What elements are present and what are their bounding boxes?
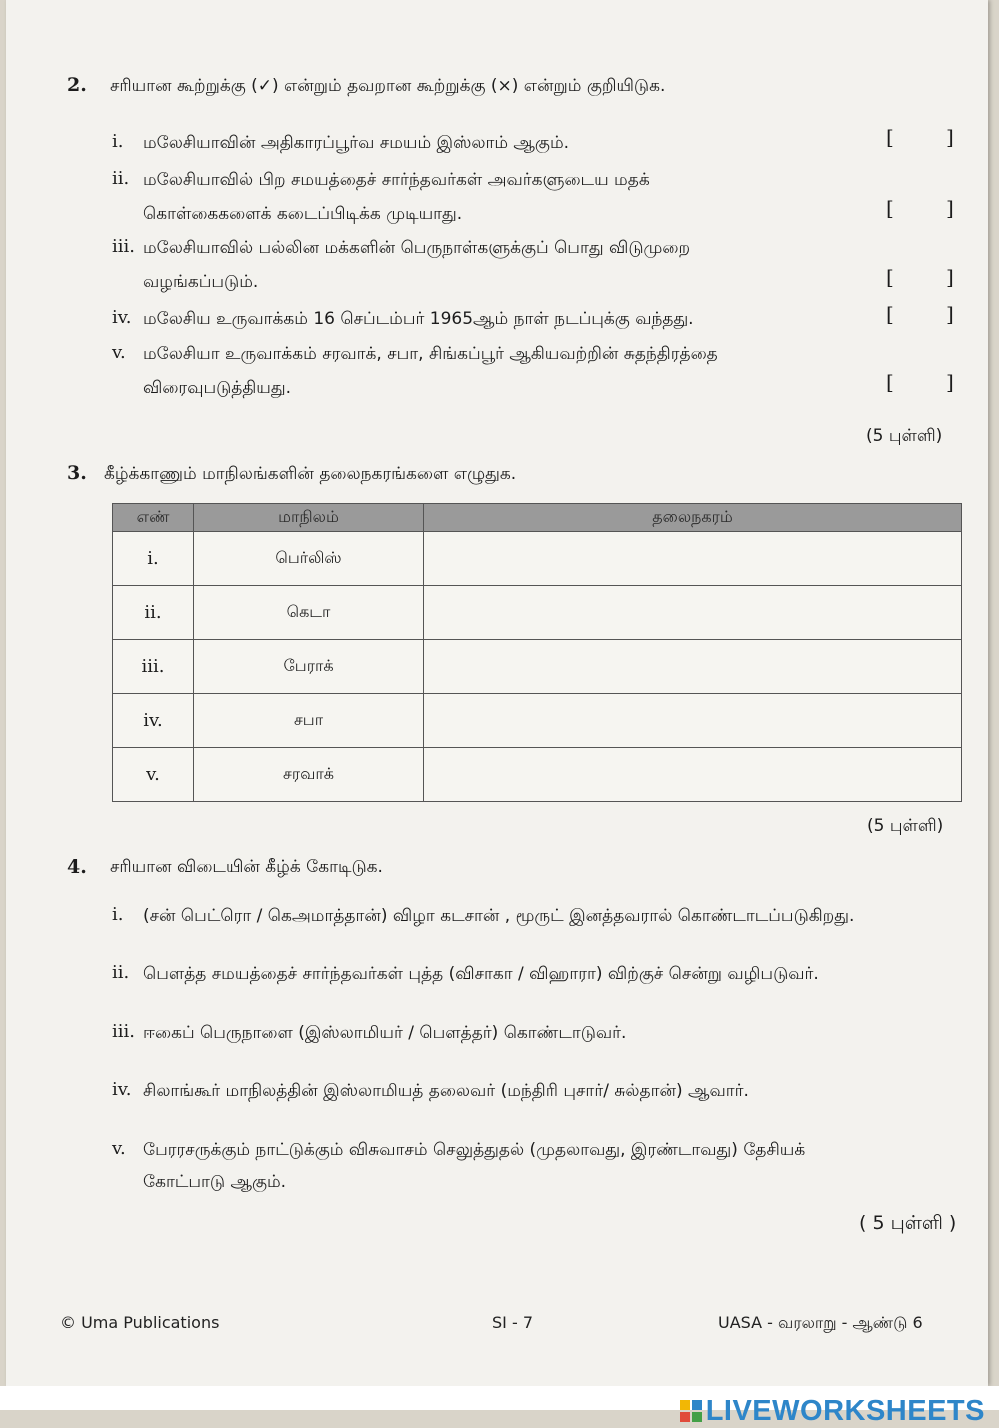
state-name: பெர்லிஸ் — [194, 532, 424, 586]
footer-page-number: SI - 7 — [492, 1313, 533, 1332]
table-row — [113, 586, 962, 640]
q2-item-1-number: i. — [112, 131, 124, 152]
q4-item-5-text-line2[interactable]: கோட்பாடு ஆகும். — [143, 1172, 287, 1192]
q2-item-5-answer-close: ] — [946, 370, 954, 394]
table-row — [113, 532, 962, 586]
q2-item-4-answer-close: ] — [946, 302, 954, 326]
row-number: iv. — [113, 694, 194, 748]
header-state: மாநிலம் — [194, 504, 424, 532]
q2-item-5-number: v. — [112, 342, 126, 363]
q3-marks: (5 புள்ளி) — [867, 816, 944, 836]
header-capital: தலைநகரம் — [424, 504, 962, 532]
q2-item-4-number: iv. — [112, 307, 132, 328]
q4-item-2-text[interactable]: பௌத்த சமயத்தைச் சார்ந்தவர்கள் புத்த (விசாகா / விஹாரா) விற்குச் சென்று வழிபடுவர். — [143, 964, 819, 984]
q2-number: 2. — [67, 74, 87, 96]
q4-item-1-number: i. — [112, 904, 124, 925]
capital-answer-field[interactable] — [424, 748, 962, 802]
q4-item-2-number: ii. — [112, 962, 130, 983]
q4-instruction: சரியான விடையின் கீழ்க் கோடிடுக. — [110, 857, 383, 877]
q2-item-5-text-line1: மலேசியா உருவாக்கம் சரவாக், சபா, சிங்கப்பூர் ஆகியவற்றின் சுதந்திரத்தை — [143, 344, 718, 364]
table-header-row — [113, 504, 962, 532]
q2-item-2-answer-close: ] — [946, 196, 954, 220]
q4-item-4-number: iv. — [112, 1079, 132, 1100]
q4-item-1-text[interactable]: (சன் பெட்ரொ / கெஅமாத்தான்) விழா கடசான் , மூருட் இனத்தவரால் கொண்டாடப்படுகிறது. — [143, 906, 855, 926]
row-number: ii. — [113, 586, 194, 640]
worksheet-page — [6, 0, 988, 1386]
q4-item-5-number: v. — [112, 1138, 126, 1159]
q2-item-4-answer-open[interactable]: [ — [886, 302, 894, 326]
state-name: சபா — [194, 694, 424, 748]
q3-number: 3. — [67, 462, 87, 484]
liveworksheets-logo — [680, 1395, 985, 1428]
q2-instruction: சரியான கூற்றுக்கு (✓) என்றும் தவறான கூற்றுக்கு (×) என்றும் குறியிடுக. — [110, 76, 666, 96]
q2-item-4-text: மலேசிய உருவாக்கம் 16 செப்டம்பர் 1965ஆம் நாள் நடப்புக்கு வந்தது. — [143, 309, 694, 329]
q3-instruction: கீழ்க்காணும் மாநிலங்களின் தலைநகரங்களை எழுதுக. — [104, 464, 517, 484]
table-row — [113, 640, 962, 694]
q4-item-3-text[interactable]: ஈகைப் பெருநாளை (இஸ்லாமியர் / பௌத்தர்) கொண்டாடுவர். — [143, 1023, 627, 1043]
row-number: v. — [113, 748, 194, 802]
q2-item-1-answer-open[interactable]: [ — [886, 125, 894, 149]
state-name: கெடா — [194, 586, 424, 640]
q2-item-2-number: ii. — [112, 168, 130, 189]
q2-item-5-text-line2: விரைவுபடுத்தியது. — [143, 378, 292, 398]
q4-item-5-text-line1[interactable]: பேரரசருக்கும் நாட்டுக்கும் விசுவாசம் செலுத்துதல் (முதலாவது, இரண்டாவது) தேசியக் — [143, 1140, 806, 1160]
q4-number: 4. — [67, 856, 87, 878]
footer-series: UASA - வரலாறு - ஆண்டு 6 — [718, 1313, 923, 1332]
capital-answer-field[interactable] — [424, 640, 962, 694]
q2-item-3-answer-close: ] — [946, 265, 954, 289]
capital-answer-field[interactable] — [424, 532, 962, 586]
row-number: i. — [113, 532, 194, 586]
state-name: பேராக் — [194, 640, 424, 694]
q2-item-5-answer-open[interactable]: [ — [886, 370, 894, 394]
q2-item-3-answer-open[interactable]: [ — [886, 265, 894, 289]
q2-item-1-text: மலேசியாவின் அதிகாரப்பூர்வ சமயம் இஸ்லாம் ஆகும். — [143, 133, 570, 153]
header-number: எண் — [113, 504, 194, 532]
q2-item-3-text-line2: வழங்கப்படும். — [143, 272, 259, 292]
state-name: சரவாக் — [194, 748, 424, 802]
liveworksheets-logo-text: LIVEWORKSHEETS — [705, 1395, 985, 1427]
q2-marks: (5 புள்ளி) — [866, 426, 943, 446]
q2-item-1-answer-close: ] — [946, 125, 954, 149]
capitals-table — [112, 503, 962, 802]
q2-item-2-text-line1: மலேசியாவில் பிற சமயத்தைச் சார்ந்தவர்கள் அவர்களுடைய மதக் — [143, 170, 650, 190]
table-row — [113, 748, 962, 802]
capital-answer-field[interactable] — [424, 694, 962, 748]
footer-publisher: © Uma Publications — [60, 1313, 220, 1332]
liveworksheets-logo-icon — [680, 1400, 702, 1422]
q4-marks: ( 5 புள்ளி ) — [859, 1212, 957, 1234]
row-number: iii. — [113, 640, 194, 694]
q2-item-2-answer-open[interactable]: [ — [886, 196, 894, 220]
capital-answer-field[interactable] — [424, 586, 962, 640]
table-row — [113, 694, 962, 748]
q4-item-4-text[interactable]: சிலாங்கூர் மாநிலத்தின் இஸ்லாமியத் தலைவர் (மந்திரி புசார்/ சுல்தான்) ஆவார். — [143, 1081, 749, 1101]
q2-item-2-text-line2: கொள்கைகளைக் கடைப்பிடிக்க முடியாது. — [143, 204, 463, 224]
q2-item-3-number: iii. — [112, 236, 135, 257]
q2-item-3-text-line1: மலேசியாவில் பல்லின மக்களின் பெருநாள்களுக்குப் பொது விடுமுறை — [143, 238, 691, 258]
q4-item-3-number: iii. — [112, 1021, 135, 1042]
